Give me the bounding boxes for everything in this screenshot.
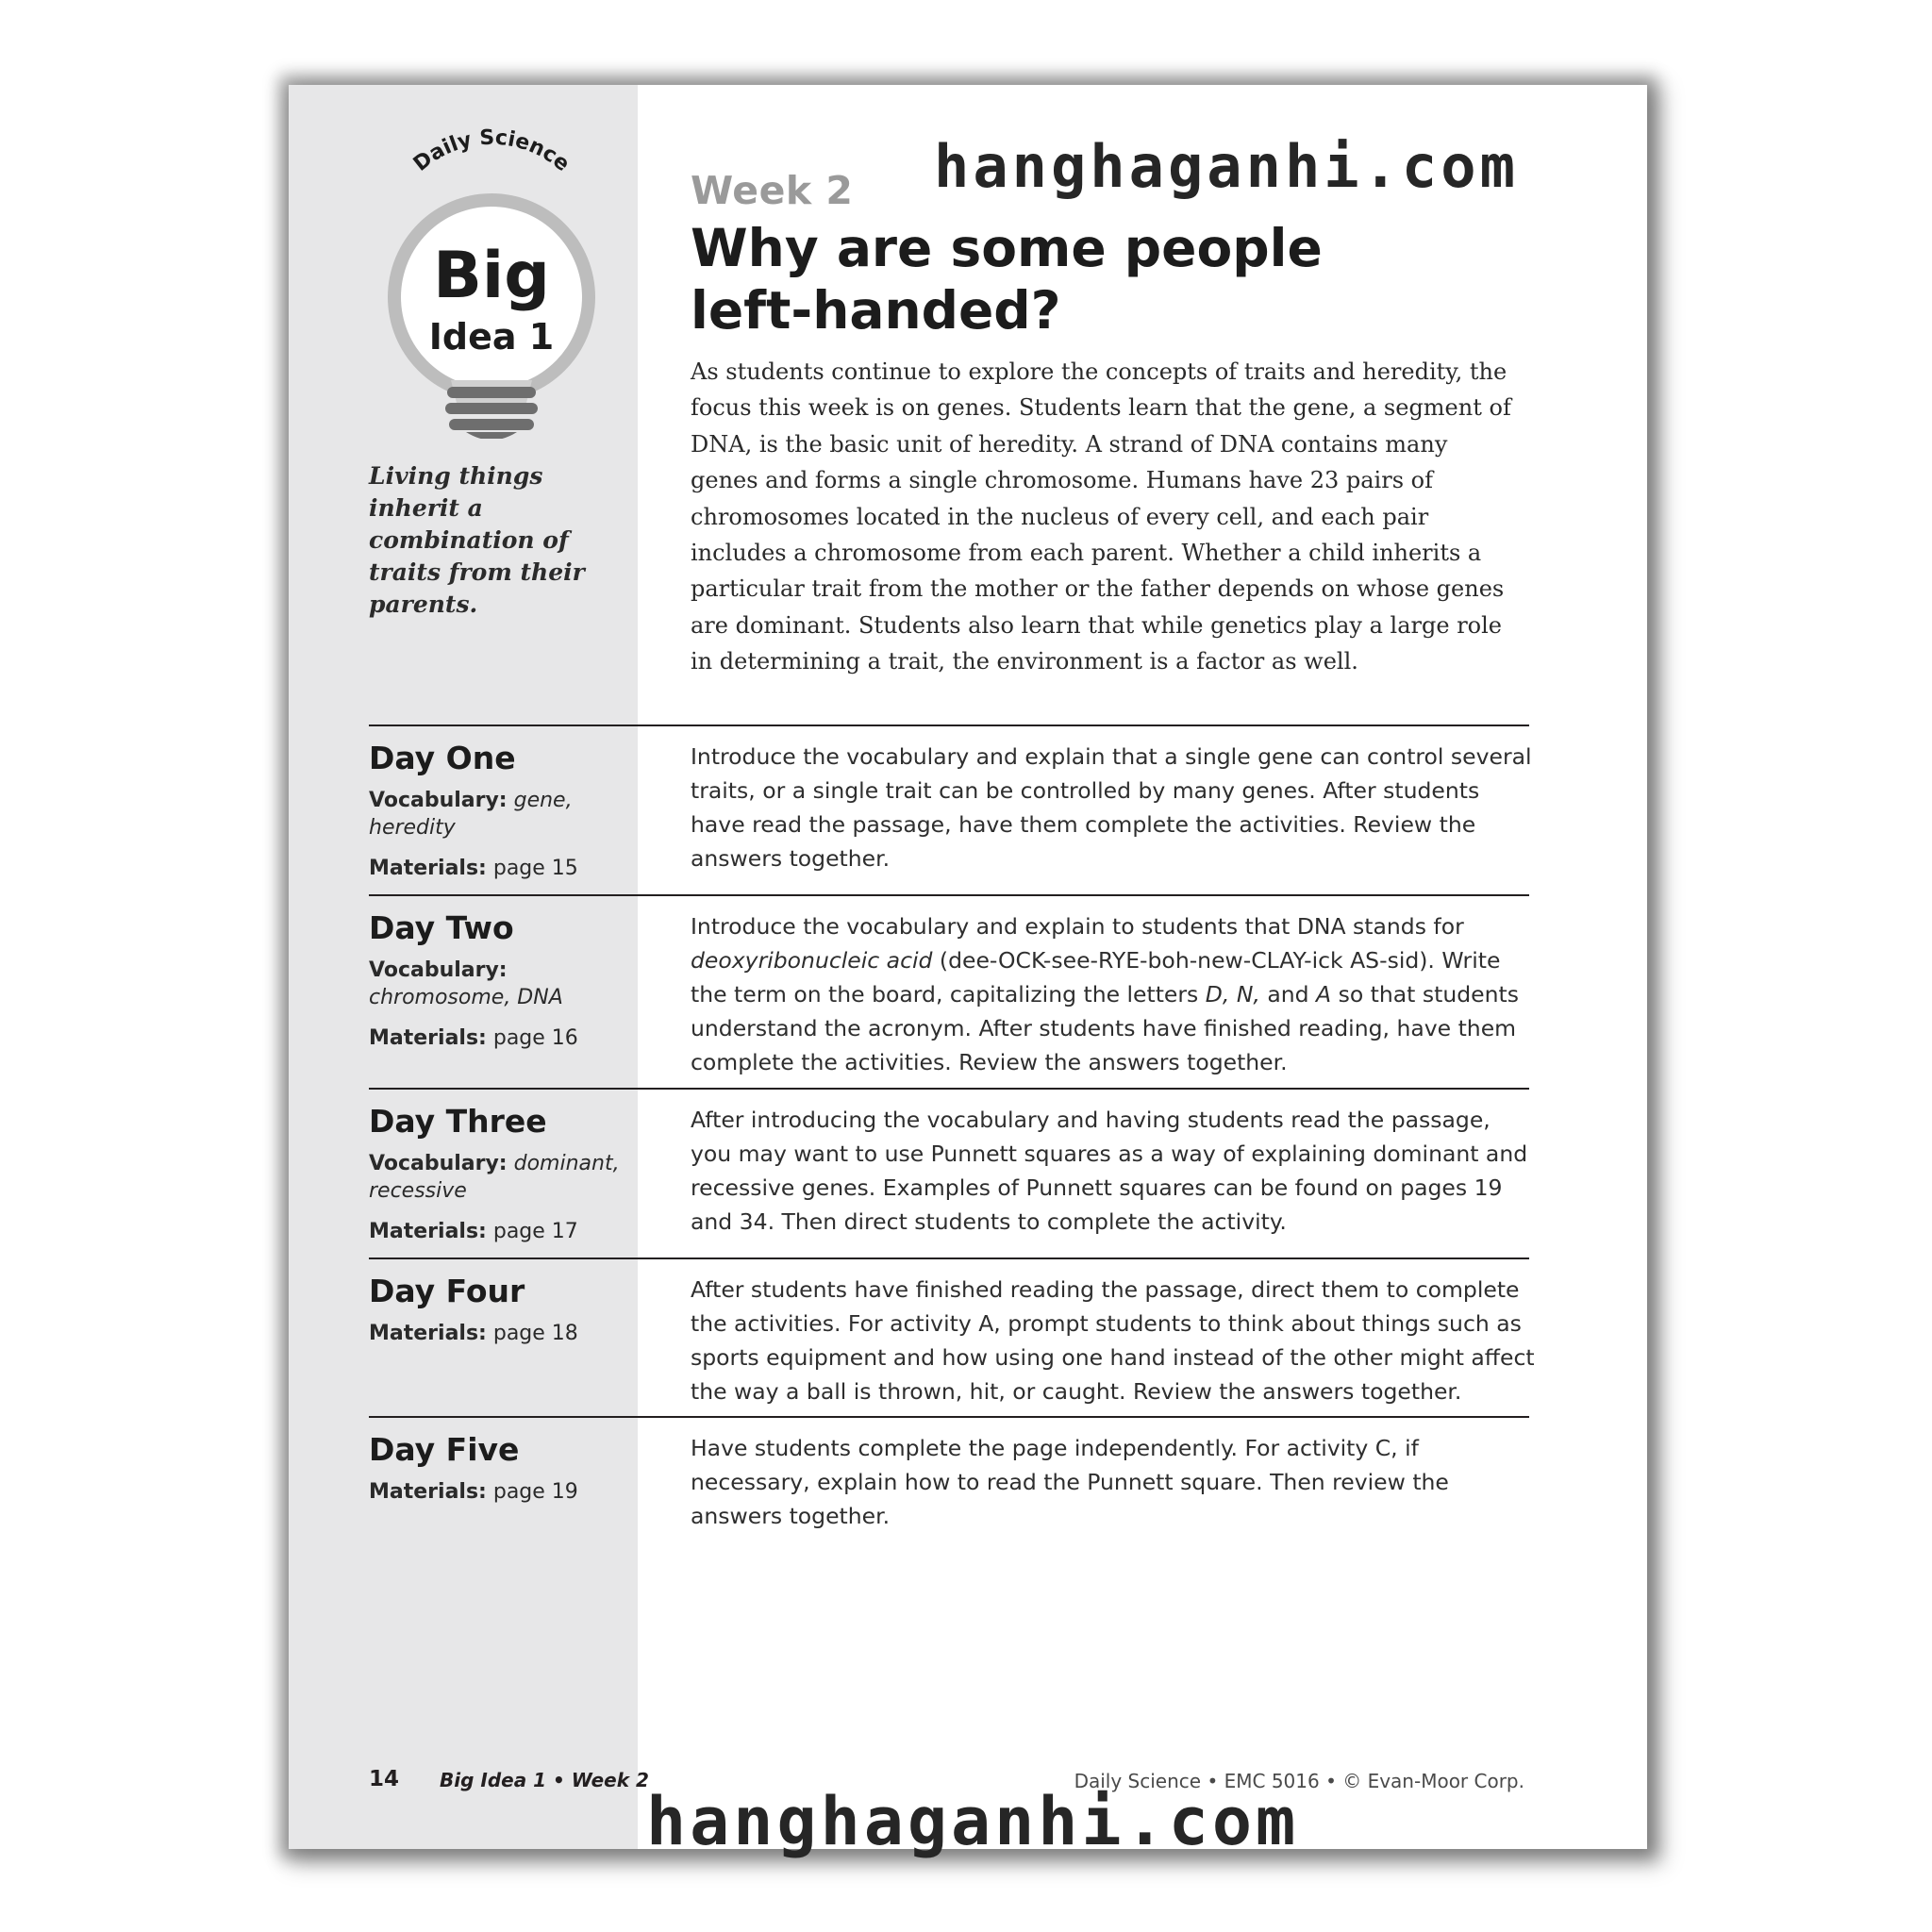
materials-line bbox=[369, 1478, 633, 1506]
vocabulary-words: dominant, recessive bbox=[369, 1152, 620, 1203]
worksheet-page bbox=[289, 85, 1647, 1849]
day-heading: Day Five bbox=[369, 1431, 520, 1468]
day-five-section bbox=[369, 1416, 1529, 1569]
materials-label: Materials: bbox=[369, 857, 487, 880]
page-title bbox=[691, 217, 1407, 341]
watermark-top: hanghaganhi.com bbox=[934, 132, 1519, 201]
materials-label: Materials: bbox=[369, 1026, 487, 1050]
day-heading: Day One bbox=[369, 740, 516, 776]
day-description: Introduce the vocabulary and explain that a single gene can control several traits, or a single trait can be controlled by many genes. After students have read the passage, have them complete the activities. Review the answers together. bbox=[691, 743, 1532, 872]
footer-credit: Daily Science • EMC 5016 • © Evan-Moor Corp. bbox=[1074, 1770, 1524, 1792]
footer-section-label: Big Idea 1 • Week 2 bbox=[440, 1769, 649, 1791]
day-description: Have students complete the page independently. For activity C, if necessary, explain how to read the Punnett square. Then review the answers together. bbox=[691, 1435, 1449, 1529]
vocabulary-words: chromosome, DNA bbox=[369, 986, 563, 1009]
watermark-bottom: hanghaganhi.com bbox=[646, 1783, 1300, 1860]
big-idea-statement: Living things inherit a combination of traits from their parents. bbox=[369, 462, 585, 618]
day-description: After students have finished reading the passage, direct them to complete the activities. For activity A, prompt students to think about things such as sports equipment and how using one hand instead of the other might affect the way a ball is thrown, hit, or caught. Review the answers together. bbox=[691, 1276, 1535, 1405]
week-label: Week 2 bbox=[691, 168, 854, 213]
materials-line bbox=[369, 855, 633, 882]
vocabulary-line bbox=[369, 957, 633, 1011]
materials-label: Materials: bbox=[369, 1480, 487, 1504]
vocabulary-label: Vocabulary: bbox=[369, 789, 508, 812]
day-two-section bbox=[369, 894, 1529, 1090]
page-number: 14 bbox=[369, 1767, 400, 1791]
vocabulary-label: Vocabulary: bbox=[369, 958, 508, 982]
materials-page: page 18 bbox=[492, 1322, 578, 1345]
materials-page: page 17 bbox=[492, 1220, 578, 1243]
materials-line bbox=[369, 1024, 633, 1052]
materials-label: Materials: bbox=[369, 1322, 487, 1345]
materials-line bbox=[369, 1320, 633, 1347]
day-four-section bbox=[369, 1257, 1535, 1418]
intro-paragraph: As students continue to explore the concepts of traits and heredity, the focus this week is on genes. Students learn that the gene, a segment of DNA, is the basic unit of heredity. A strand of DNA contains many genes and forms a single chromosome. Humans have 23 pairs of chromosomes located in the nucleus of every cell, and each pair includes a chromosome from each parent. Whether a child inherits a particular trait from the mother or the father depends on whose genes are dominant. Students also learn that while genetics play a large role in determining a trait, the environment is a factor as well. bbox=[691, 358, 1511, 675]
day-heading: Day Four bbox=[369, 1273, 525, 1309]
day-heading: Day Two bbox=[369, 909, 514, 946]
day-description: Introduce the vocabulary and explain to students that DNA stands for deoxyribonucleic acid (dee-OCK-see-RYE-boh-new-CLAY-ick AS-sid). Write the term on the board, capitalizing the letters D, N, and A so that students understand the acronym. After students have finished reading, have them complete the activities. Review the answers together. bbox=[691, 913, 1519, 1075]
day-three-section bbox=[369, 1088, 1529, 1259]
vocabulary-line bbox=[369, 787, 633, 841]
logo-idea-text: Idea 1 bbox=[428, 316, 555, 358]
big-idea-lightbulb-logo bbox=[364, 127, 619, 439]
materials-page: page 19 bbox=[492, 1480, 578, 1504]
materials-line bbox=[369, 1218, 633, 1245]
vocabulary-label: Vocabulary: bbox=[369, 1152, 508, 1175]
day-description: After introducing the vocabulary and having students read the passage, you may want to use Punnett squares as a way of explaining dominant and recessive genes. Examples of Punnett squares can be found on pages 19 and 34. Then direct students to complete the activity. bbox=[691, 1107, 1528, 1235]
title-line-2: left-handed? bbox=[691, 280, 1061, 341]
vocabulary-line bbox=[369, 1150, 633, 1205]
title-line-1: Why are some people bbox=[691, 218, 1323, 278]
logo-big-text: Big bbox=[433, 239, 550, 313]
materials-page: page 15 bbox=[492, 857, 578, 880]
logo-arc-text: Daily Science bbox=[408, 127, 575, 176]
vocabulary-words: gene, heredity bbox=[369, 789, 573, 840]
day-heading: Day Three bbox=[369, 1103, 547, 1140]
materials-page: page 16 bbox=[492, 1026, 578, 1050]
materials-label: Materials: bbox=[369, 1220, 487, 1243]
day-one-section bbox=[369, 724, 1532, 896]
